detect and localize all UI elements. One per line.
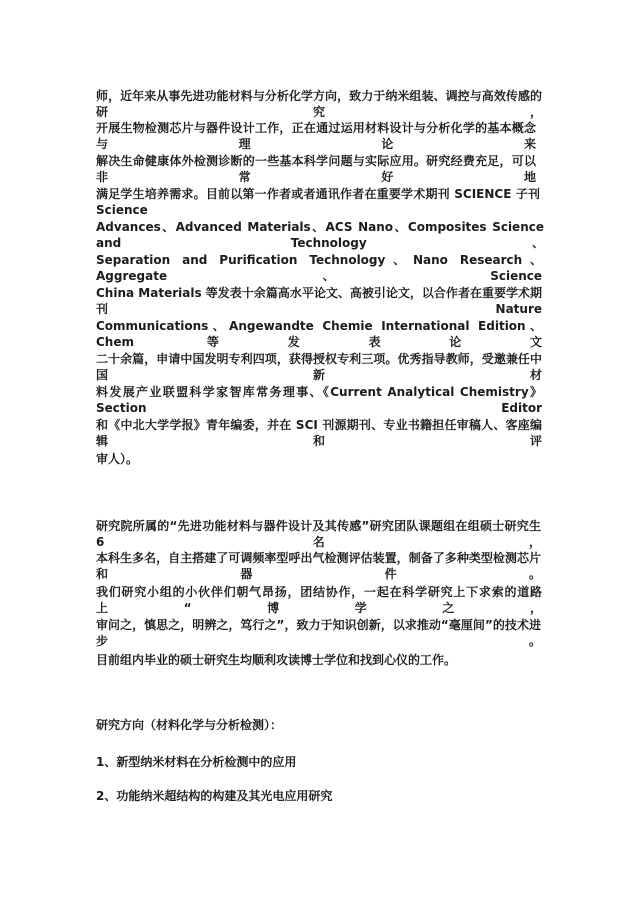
team-line-5: 目前组内毕业的硕士研究生均顺利攻读博士学位和找到心仪的工作。 [96, 653, 457, 667]
intro-line-7: China Materials 等发表十余篇高水平论文、高被引论文，以合作者在重要学术期刊 Nature [96, 286, 542, 316]
research-heading: 研究方向（材料化学与分析检测）： [96, 718, 283, 732]
intro-line-1: 师，近年来从事先进功能材料与分析化学方向，致力于纳米组装、调控与高效传感的研究， [96, 89, 542, 119]
team-line-4: 审问之，慎思之，明辨之，笃行之”，致力于知识创新，以求推动“毫厘间”的技术进步。 [96, 618, 541, 648]
intro-line-5: Advances、Advanced Materials、ACS Nano、Composites Science and Technology、 [96, 220, 544, 250]
research-item-2: 2、功能纳米超结构的构建及其光电应用研究 [96, 789, 333, 803]
intro-line-6: Separation and Purification Technology、Nano Research、Aggregate、Science [96, 253, 542, 283]
intro-line-12: 审人）。 [96, 452, 139, 466]
intro-line-2: 开展生物检测芯片与器件设计工作，正在通过运用材料设计与分析化学的基本概念与理论来 [96, 121, 536, 151]
team-line-3: 我们研究小组的小伙伴们朝气昂扬，团结协作，一起在科学研究上下求索的道路上“博学之， [96, 585, 542, 615]
team-line-1: 研究院所属的“先进功能材料与器件设计及其传感”研究团队课题组在组硕士研究生 6 名， [96, 519, 541, 549]
intro-line-11: 和《中北大学学报》青年编委，并在 SCI 刊源期刊、专业书籍担任审稿人、客座编辑和评 [96, 418, 542, 448]
intro-line-10: 料发展产业联盟科学家智库常务理事、《Current Analytical Chemistry》Section Editor [96, 385, 542, 415]
intro-line-4: 满足学生培养需求。目前以第一作者或者通讯作者在重要学术期刊 SCIENCE 子刊 Science [96, 187, 540, 217]
intro-line-9: 二十余篇，申请中国发明专利四项，获得授权专利三项。优秀指导教师，受邀兼任中国新材 [96, 352, 542, 382]
intro-line-8: Communications、Angewandte Chemie International Edition、Chem 等发表论文 [96, 319, 542, 349]
intro-line-3: 解决生命健康体外检测诊断的一些基本科学问题与实际应用。研究经费充足，可以非常好地 [96, 154, 536, 184]
team-line-2: 本科生多名，自主搭建了可调频率型呼出气检测评估装置，制备了多种类型检测芯片和器件。 [96, 551, 541, 581]
research-item-1: 1、新型纳米材料在分析检测中的应用 [96, 755, 297, 769]
